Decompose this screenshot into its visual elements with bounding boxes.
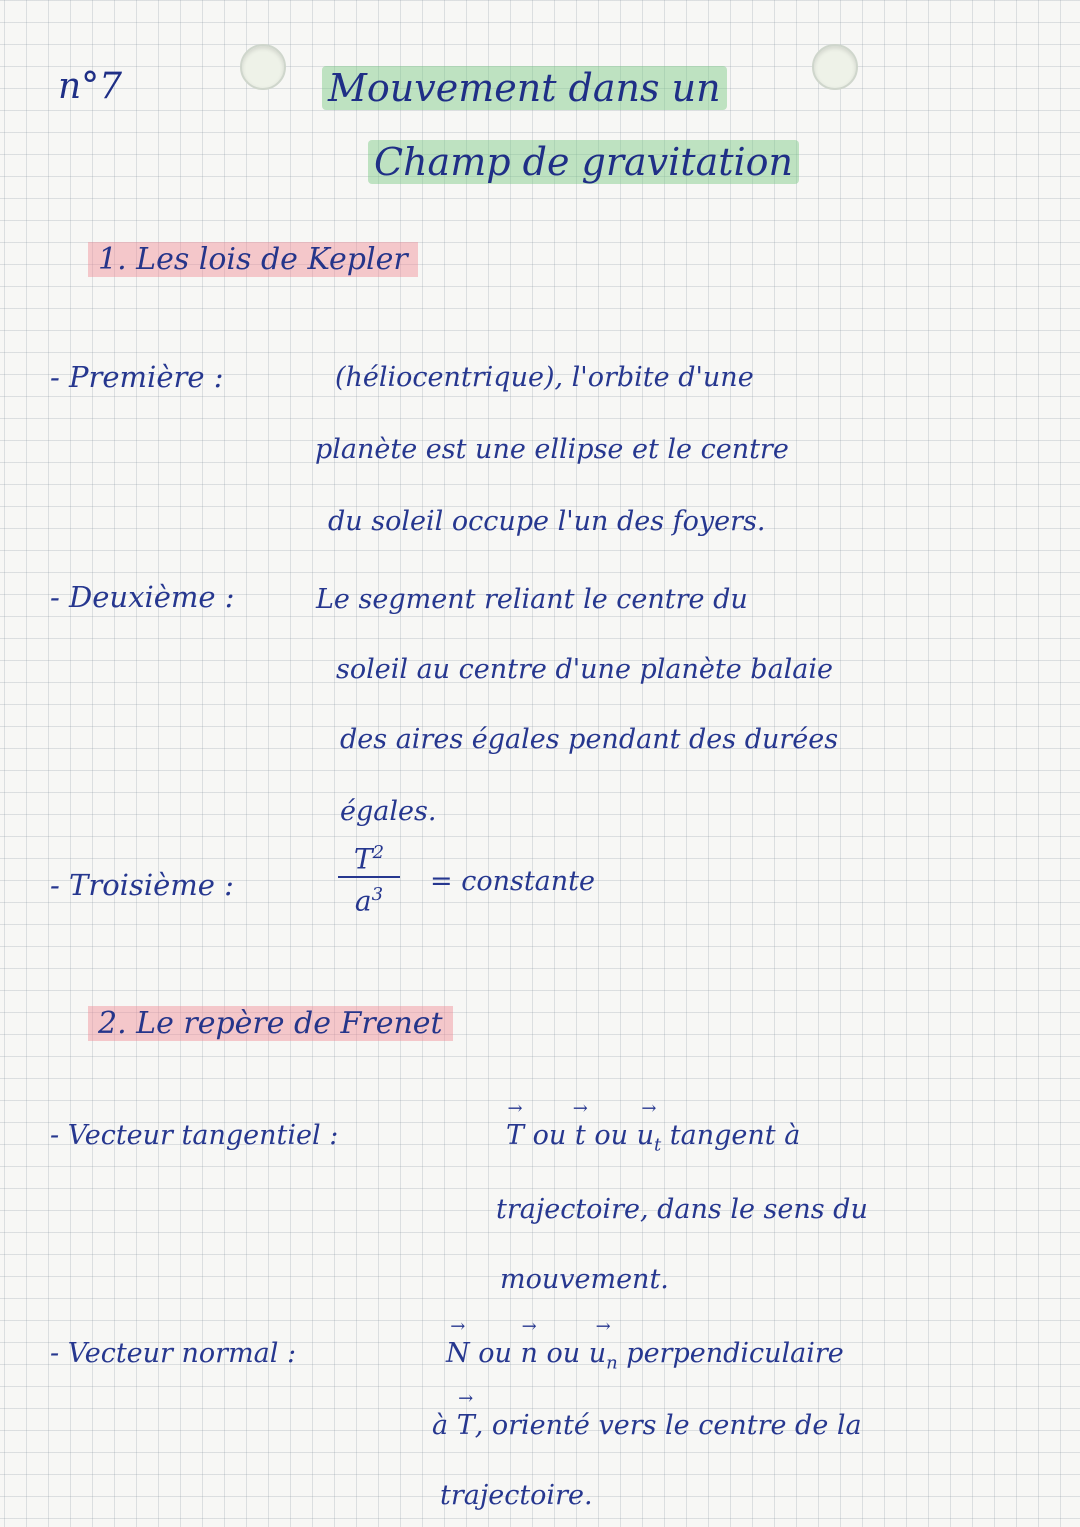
or-word-4: ou — [546, 1338, 581, 1369]
or-word-2: ou — [594, 1120, 628, 1151]
kepler-second-line1: Le segment reliant le centre du — [316, 584, 748, 615]
normal-desc-first: perpendiculaire — [626, 1338, 844, 1369]
kepler-third-fraction — [338, 838, 400, 917]
section2-heading — [88, 1006, 453, 1041]
page-title-line2 — [368, 140, 799, 184]
kepler-second-line4: égales. — [340, 796, 437, 827]
kepler-third-rhs: = constante — [430, 866, 595, 897]
section2-heading-text: 2. Le repère de Frenet — [88, 1006, 453, 1041]
vector-N: → N — [446, 1338, 470, 1369]
kepler-first-line1: (héliocentrique), l'orbite d'une — [335, 362, 754, 393]
vector-t: → t — [575, 1120, 586, 1151]
binder-hole-right — [812, 44, 858, 90]
tangent-desc-first: tangent à — [669, 1120, 801, 1151]
vector-ut: → $u_t$ — [637, 1120, 662, 1155]
fraction-bar — [338, 876, 400, 878]
tangent-desc-line3: mouvement. — [500, 1264, 669, 1295]
tangent-desc-line2: trajectoire, dans le sens du — [496, 1194, 868, 1225]
normal-desc-line2: à → T, orienté vers le centre de la — [432, 1410, 862, 1441]
or-word-1: ou — [532, 1120, 567, 1151]
page-title-line1 — [322, 66, 727, 110]
kepler-first-line3: du soleil occupe l'un des foyers. — [328, 506, 766, 537]
or-word-3: ou — [478, 1338, 512, 1369]
fraction-numerator: $T^2$ — [353, 842, 385, 876]
vector-T: → T — [506, 1120, 524, 1151]
tangent-vector-label: - Vecteur tangentiel : — [50, 1120, 339, 1151]
kepler-third-label: - Troisième : — [50, 868, 234, 902]
kepler-second-line3: des aires égales pendant des durées — [340, 724, 839, 755]
kepler-first-line2: planète est une ellipse et le centre — [315, 434, 789, 465]
kepler-first-label: - Première : — [50, 360, 224, 394]
vector-n: → n — [520, 1338, 537, 1369]
vector-T-ref: → T — [457, 1410, 475, 1441]
title-line2-text: Champ de gravitation — [368, 140, 799, 184]
normal-vector-symbols — [446, 1338, 844, 1373]
section1-heading-text: 1. Les lois de Kepler — [88, 242, 418, 277]
normal-desc-line3: trajectoire. — [440, 1480, 593, 1511]
kepler-second-line2: soleil au centre d'une planète balaie — [336, 654, 834, 685]
page-number: n°7 — [58, 66, 123, 107]
fraction-denominator: $a^3$ — [354, 884, 384, 918]
kepler-second-label: - Deuxième : — [50, 580, 235, 614]
vector-un: → $u_n$ — [589, 1338, 618, 1373]
binder-hole-left — [240, 44, 286, 90]
title-line1-text: Mouvement dans un — [322, 66, 727, 110]
section1-heading — [88, 242, 418, 277]
tangent-vector-symbols — [506, 1120, 800, 1155]
normal-vector-label: - Vecteur normal : — [50, 1338, 297, 1369]
